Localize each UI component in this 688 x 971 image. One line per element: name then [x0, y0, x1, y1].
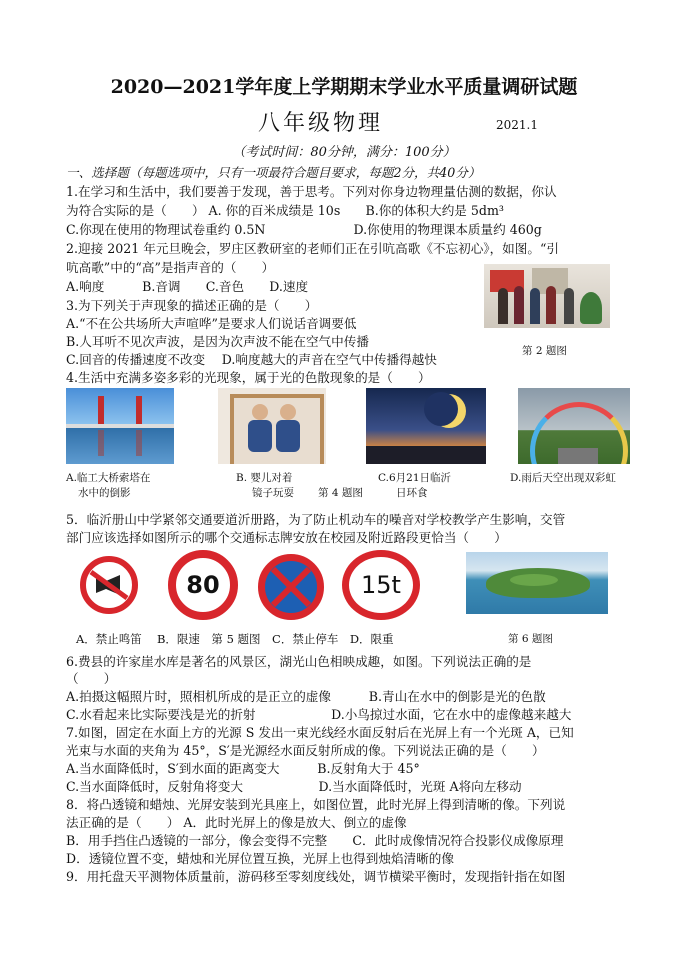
- question-line: 光束与水面的夹角为 45°，S′是光源经水面反射所成的像。下列说法正确的是（ ）: [66, 743, 545, 758]
- question-line: 法正确的是（ ） A．此时光屏上的像是放大、倒立的虚像: [66, 815, 407, 830]
- q4c-caption: 日环食: [396, 487, 428, 499]
- weight-limit-sign: [342, 550, 420, 620]
- question-line: A.当水面降低时，S′到水面的距离变大 B.反射角大于 45°: [66, 761, 420, 776]
- question-line: C.当水面降低时，反射角将变大 D.当水面降低时，光斑 A将向左移动: [66, 779, 522, 794]
- question-line: B．用手挡住凸透镜的一部分，像会变得不完整 C．此时成像情况符合投影仪成像原理: [66, 833, 564, 848]
- q4b-caption: B. 婴儿对着: [236, 472, 293, 484]
- fig6-photo: [466, 552, 608, 614]
- exam-subtitle: 八年级物理: [258, 111, 384, 136]
- section-heading: 一、选择题（每题选项中，只有一项最符合题目要求，每题2分，共40分）: [66, 165, 481, 180]
- question-line: 部门应该选择如图所示的哪个交通标志牌安放在校园及附近路段更恰当（ ）: [66, 530, 507, 545]
- question-line: 3.为下列关于声现象的描述正确的是（ ）: [66, 298, 318, 313]
- q5-options: A．禁止鸣笛 B．限速 第 5 题图 C．禁止停车 D．限重: [76, 632, 394, 646]
- exam-info: （考试时间：80分钟，满分：100分）: [232, 145, 456, 160]
- fig6-caption: 第 6 题图: [508, 633, 553, 645]
- no-horn-sign-icon: [80, 556, 138, 614]
- question-line: C.水看起来比实际要浅是光的折射 D.小鸟掠过水面，它在水中的虚像越来越大: [66, 707, 572, 722]
- question-line: D．透镜位置不变，蜡烛和光屏位置互换，光屏上也得到烛焰清晰的像: [66, 851, 454, 866]
- question-line: C.你现在使用的物理试卷重约 0.5N D.你使用的物理课本质量约 460g: [66, 222, 542, 237]
- q4d-photo: [518, 388, 630, 464]
- q4b-caption: 镜子玩耍: [252, 487, 294, 499]
- fig2-photo: [484, 264, 610, 328]
- speed-limit-value: 80: [186, 571, 220, 599]
- q4a-caption: A.临工大桥索塔在: [66, 472, 151, 484]
- question-line: 8．将凸透镜和蜡烛、光屏安装到光具座上，如图位置，此时光屏上得到清晰的像。下列说: [66, 797, 566, 812]
- question-line: 1.在学习和生活中，我们要善于发现，善于思考。下列对你身边物理量估测的数据，你认: [66, 184, 557, 199]
- question-line: A.响度 B.音调 C.音色 D.速度: [66, 279, 309, 294]
- question-line: 4.生活中充满多姿多彩的光现象，属于光的色散现象的是（ ）: [66, 370, 431, 385]
- question-line: 吭高歌”中的“高”是指声音的（ ）: [66, 260, 275, 275]
- no-parking-sign-icon: [258, 554, 324, 620]
- q4a-photo: [66, 388, 174, 464]
- question-line: 2.迎接 2021 年元旦晚会，罗庄区教研室的老师们正在引吭高歌《不忘初心》，如图。“引: [66, 241, 559, 256]
- exam-date: 2021.1: [496, 118, 538, 132]
- question-line: 7.如图，固定在水面上方的光源 S 发出一束光线经水面反射后在光屏上有一个光斑 A，已知: [66, 725, 574, 740]
- weight-limit-value: 15t: [361, 571, 401, 599]
- speed-limit-sign: [168, 550, 238, 620]
- fig4-caption: 第 4 题图: [318, 487, 363, 499]
- question-line: 为符合实际的是（ ） A. 你的百米成绩是 10s B.你的体积大约是 5dm³: [66, 203, 504, 218]
- question-line: A.拍摄这幅照片时，照相机所成的是正立的虚像 B.青山在水中的倒影是光的色散: [66, 689, 546, 704]
- question-line: B.人耳听不见次声波，是因为次声波不能在空气中传播: [66, 334, 369, 349]
- fig2-caption: 第 2 题图: [522, 345, 567, 357]
- question-line: （ ）: [66, 671, 117, 686]
- q4c-photo: [366, 388, 486, 464]
- q4b-photo: [218, 388, 326, 464]
- q4d-caption: D.雨后天空出现双彩虹: [510, 472, 616, 484]
- q4a-caption: 水中的倒影: [78, 487, 131, 499]
- question-line: C.回音的传播速度不改变 D.响度越大的声音在空气中传播得越快: [66, 352, 437, 367]
- question-line: 6.费县的许家崖水库是著名的风景区，湖光山色相映成趣，如图。下列说法正确的是: [66, 654, 532, 669]
- q4c-caption: C.6月21日临沂: [378, 472, 452, 484]
- exam-title: 2020—2021学年度上学期期末学业水平质量调研试题: [110, 76, 578, 98]
- question-line: A.“不在公共场所大声喧哗”是要求人们说话音调要低: [66, 316, 357, 331]
- question-line: 9．用托盘天平测物体质量前，游码移至零刻度线处，调节横梁平衡时，发现指针指在如图: [66, 869, 566, 884]
- question-line: 5．临沂册山中学紧邻交通要道沂册路，为了防止机动车的噪音对学校教学产生影响，交管: [66, 512, 566, 527]
